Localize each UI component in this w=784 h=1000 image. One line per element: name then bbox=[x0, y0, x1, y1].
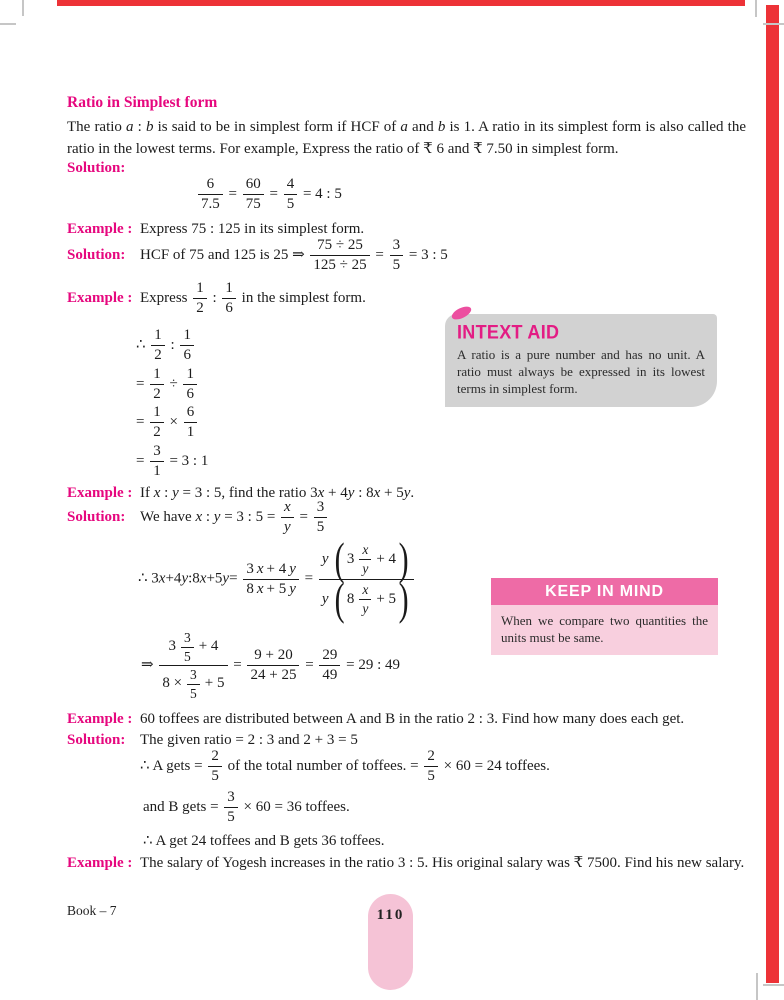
keep-in-mind-box bbox=[491, 578, 718, 655]
example-half-sixth-text: Express $\frac{1}{2}$ : $\frac{1}{6}$ in the simplest form. bbox=[140, 280, 366, 317]
work-line-4: = $\frac{3}{1}$ = 3 : 1 bbox=[136, 442, 209, 479]
crop-mark-top-left-v bbox=[22, 0, 24, 16]
solution-toffees-given: The given ratio = 2 : 3 and 2 + 3 = 5 bbox=[140, 732, 358, 748]
top-border-bar bbox=[57, 0, 745, 6]
book-label: Book – 7 bbox=[67, 903, 117, 918]
equation-expand: ∴ 3x+4y:8x+5y= 3 x + 4 y 8 x + 5 y = y ( 3 $\frac{x}{y}$ + 4 ) y ( 8 $\frac{x}{y}$ + 5 ) bbox=[138, 541, 416, 618]
toffees-a-math: ∴ A gets = $\frac{2}{5}$ of the total number of toffees. = $\frac{2}{5}$ × 60 = 24 toffees. bbox=[140, 748, 550, 785]
crop-mark-top-right-v bbox=[755, 0, 757, 17]
half-sixth-working bbox=[136, 327, 208, 481]
work-line-1: ∴ $\frac{1}{2}$ : $\frac{1}{6}$ bbox=[136, 327, 208, 365]
solution-75-125-math: HCF of 75 and 125 is 25 ⇒ $\frac{75 \div 25}{125 \div 25}$ = $\frac{3}{5}$ = 3 : 5 bbox=[140, 237, 448, 274]
solution-75-125-row bbox=[67, 237, 746, 275]
example-label: Example : bbox=[67, 711, 133, 727]
solution-label: Solution: bbox=[67, 160, 126, 176]
intext-aid-title: INTEXT AID bbox=[457, 321, 560, 343]
example-75-125-row bbox=[67, 221, 746, 238]
example-xy-text: If x : y = 3 : 5, find the ratio 3x + 4y : 8x + 5y. bbox=[140, 485, 415, 501]
solution-rupees-math: $\frac{6}{7.5}$ = $\frac{60}{75}$ = $\frac{4}{5}$ = 4 : 5 bbox=[196, 176, 342, 214]
example-half-sixth-row bbox=[67, 280, 746, 318]
work-line-2: = $\frac{1}{2}$ ÷ $\frac{1}{6}$ bbox=[136, 366, 208, 404]
example-salary-text: The salary of Yogesh increases in the ratio 3 : 5. His original salary was ₹ 7500. Find his new salary. bbox=[140, 855, 745, 871]
example-75-125-text: Express 75 : 125 in its simplest form. bbox=[140, 221, 365, 237]
example-label: Example : bbox=[67, 290, 133, 307]
solution-label: Solution: bbox=[67, 509, 126, 526]
crop-mark-bottom-right-v bbox=[756, 973, 758, 1000]
solution-label: Solution: bbox=[67, 732, 126, 748]
solution-toffees-row bbox=[67, 732, 746, 749]
example-toffees-row bbox=[67, 711, 746, 728]
crop-mark-top-right-h bbox=[763, 23, 784, 25]
example-toffees-text: 60 toffees are distributed between A and B in the ratio 2 : 3. Find how many does each get. bbox=[140, 711, 685, 727]
page-number-pill bbox=[368, 894, 413, 990]
intext-aid-body: A ratio is a pure number and has no unit. A ratio must always be expressed in its lowest terms in simplest form. bbox=[457, 347, 705, 396]
keep-in-mind-title: KEEP IN MIND bbox=[491, 578, 718, 605]
crop-mark-top-left-h bbox=[0, 23, 16, 25]
equation-result: ⇒ 3 $\frac{3}{5}$ + 4 8 × $\frac{3}{5}$ + 5 = $\frac{9 + 20}{24 + 25}$ = $\frac{29}{49}$ = 29 : 49 bbox=[141, 630, 401, 701]
example-salary-row bbox=[67, 853, 752, 874]
intext-aid-box bbox=[445, 314, 717, 407]
keep-in-mind-body: When we compare two quantities the units must be same. bbox=[491, 605, 718, 655]
right-border-bar bbox=[766, 5, 779, 983]
section-heading: Ratio in Simplest form bbox=[67, 94, 218, 111]
work-line-3: = $\frac{1}{2}$ × $\frac{6}{1}$ bbox=[136, 404, 208, 442]
example-label: Example : bbox=[67, 855, 133, 871]
solution-xy-math: We have x : y = 3 : 5 = $\frac{x}{y}$ = $\frac{3}{5}$ bbox=[140, 499, 746, 537]
example-label: Example : bbox=[67, 485, 133, 501]
page-number: 110 bbox=[376, 907, 405, 923]
solution-xy-row bbox=[67, 499, 746, 537]
toffees-b-math: and B gets = $\frac{3}{5}$ × 60 = 36 toffees. bbox=[143, 789, 350, 826]
intro-paragraph: The ratio a : b is said to be in simplest form if HCF of a and b is 1. A ratio in its simplest form is also called the ratio in the lowest terms. For example, Express the ratio of ₹ 6 and ₹ 7.50 in simplest form. bbox=[67, 119, 746, 157]
solution-label: Solution: bbox=[67, 247, 126, 264]
crop-mark-bottom-right-h bbox=[763, 984, 784, 986]
toffees-conclusion: ∴ A get 24 toffees and B gets 36 toffees. bbox=[143, 833, 385, 849]
example-label: Example : bbox=[67, 221, 133, 237]
